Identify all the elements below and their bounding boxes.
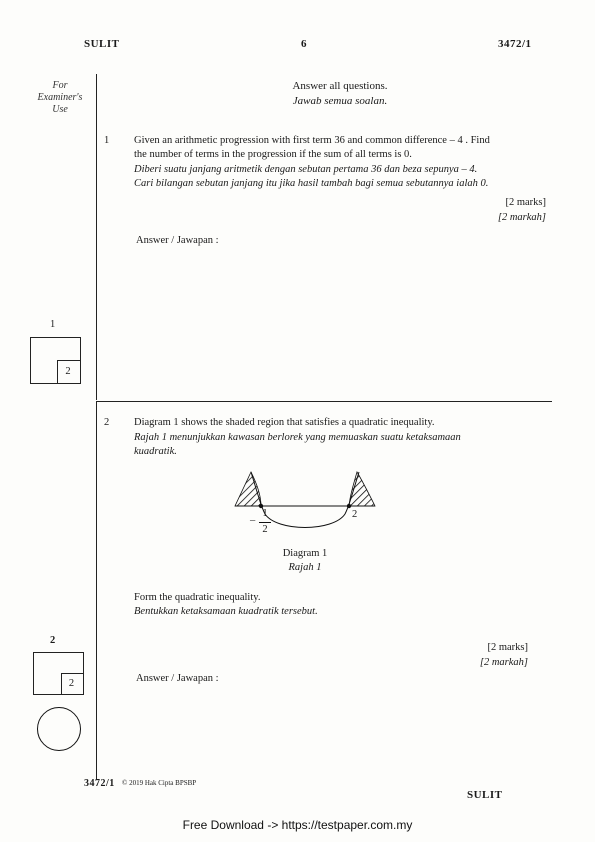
q1-max-mark: 2 bbox=[65, 366, 71, 377]
q2-text-ms-1: Rajah 1 menunjukkan kawasan berlorek yang memuaskan suatu ketaksamaan bbox=[134, 432, 461, 443]
q1-marks-ms: [2 markah] bbox=[497, 212, 546, 223]
q1-answer-label bbox=[136, 234, 219, 248]
q2-task-ms: Bentukkan ketaksamaan kuadratik tersebut. bbox=[134, 606, 318, 617]
examiner-note-line1: For bbox=[52, 80, 68, 91]
q1-marks-en: [2 marks] bbox=[505, 197, 546, 208]
q2-text-en-1: Diagram 1 shows the shaded region that satisfies a quadratic inequality. bbox=[134, 417, 435, 428]
q2-number: 2 bbox=[104, 417, 110, 428]
question-separator bbox=[96, 401, 552, 402]
q1-text-ms-1: Diberi suatu janjang aritmetik dengan sebutan pertama 36 dan beza sepunya – 4. bbox=[134, 164, 478, 175]
q2-marks-ms: [2 markah] bbox=[479, 657, 528, 668]
footer-copyright: © 2019 Hak Cipta BPSBP bbox=[122, 779, 197, 787]
q2-score-number: 2 bbox=[50, 635, 56, 646]
footer-code: 3472/1 bbox=[84, 778, 115, 789]
q1-number: 1 bbox=[104, 135, 110, 146]
q1-text-ms-2: Cari bilangan sebutan janjang itu jika hasil tambah bagi semua sebutannya ialah 0. bbox=[134, 178, 489, 189]
diagram-caption-en: Diagram 1 bbox=[282, 548, 328, 559]
instructions-en: Answer all questions. bbox=[292, 80, 388, 92]
root-right-label: 2 bbox=[352, 509, 358, 520]
root-left-sign: – bbox=[250, 515, 256, 526]
footer-sulit: SULIT bbox=[467, 789, 503, 801]
margin-line-top bbox=[96, 74, 97, 400]
q1-score-number: 1 bbox=[50, 319, 56, 330]
q2-text-ms-2: kuadratik. bbox=[134, 446, 177, 457]
page-number: 6 bbox=[301, 38, 307, 50]
shaded-region-left bbox=[235, 472, 261, 506]
q1-text-en-2: the number of terms in the progression if the sum of all terms is 0. bbox=[134, 149, 412, 160]
q1-text-en-1: Given an arithmetic progression with first term 36 and common difference – 4 . Find bbox=[134, 135, 490, 146]
download-link[interactable]: Free Download -> https://testpaper.com.my bbox=[182, 818, 413, 832]
examiner-circle[interactable] bbox=[37, 707, 81, 751]
header-sulit: SULIT bbox=[84, 38, 120, 50]
q1-answer-text: Answer / Jawapan : bbox=[136, 235, 219, 246]
instructions-ms: Jawab semua soalan. bbox=[292, 95, 388, 107]
root-right-point bbox=[347, 504, 351, 508]
paper-code: 3472/1 bbox=[498, 38, 532, 50]
root-left-numerator: 1 bbox=[262, 508, 268, 519]
q2-max-mark: 2 bbox=[68, 678, 75, 689]
diagram-caption-ms: Rajah 1 bbox=[288, 562, 322, 573]
q2-answer-label: Answer / Jawapan : bbox=[136, 673, 219, 684]
shaded-region-right bbox=[349, 472, 375, 506]
q2-marks-en: [2 marks] bbox=[487, 642, 528, 653]
examiner-note-line3: Use bbox=[52, 104, 68, 115]
root-left-denominator: 2 bbox=[262, 524, 268, 535]
examiner-note-line2: Examiner's bbox=[37, 92, 83, 103]
q2-task-en: Form the quadratic inequality. bbox=[134, 592, 261, 603]
examiner-use-note bbox=[30, 80, 90, 116]
margin-line-bottom bbox=[96, 402, 97, 780]
diagram-1 bbox=[225, 468, 405, 540]
